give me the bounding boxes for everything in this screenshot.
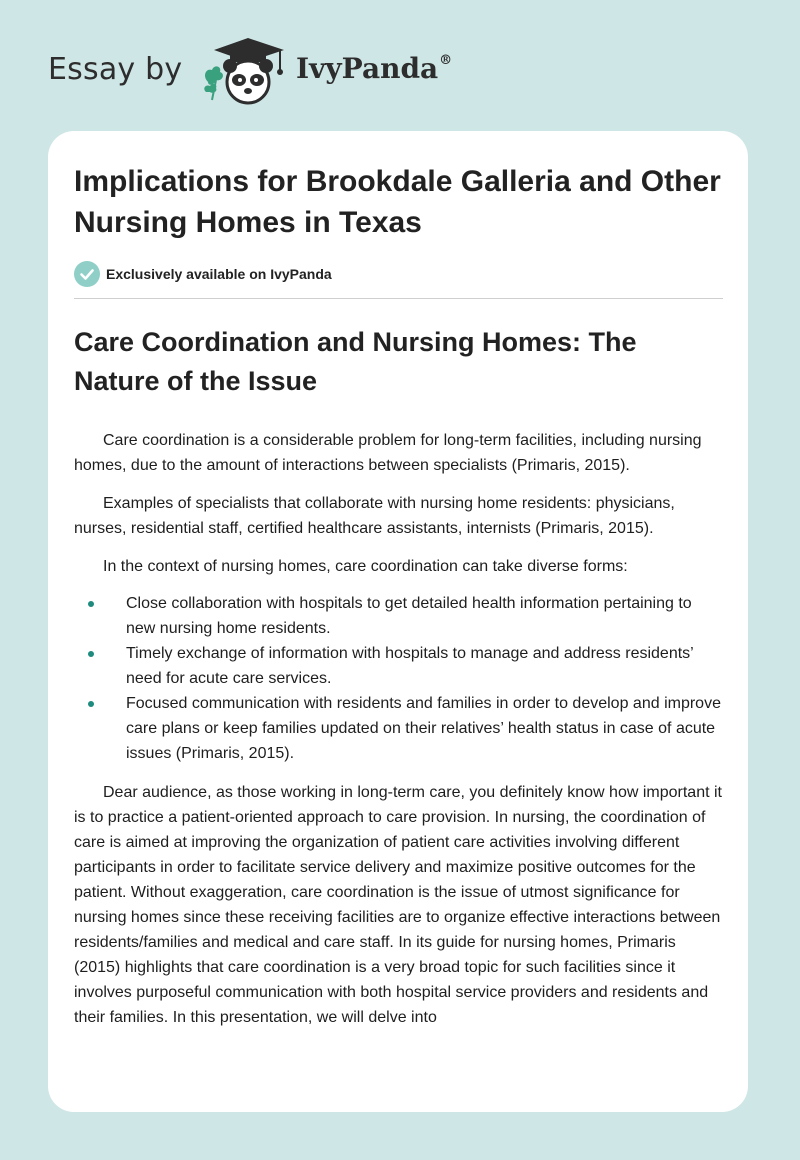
bullet-dot-icon bbox=[88, 651, 94, 657]
paragraph: Dear audience, as those working in long-term care, you definitely know how important it is to practice a patient-oriented approach to care provision. In nursing, the coordination of care is aimed at improving the organization of patient care activities involving different participants in order to facilitate service delivery and maximize positive outcomes for the patient. Without exaggeration, care coordination is the issue of utmost significance for nursing homes since these receiving facilities are to organize effective interactions between residents/families and medical and care staff. In its guide for nursing homes, Primaris (2015) highlights that care coordination is a very broad topic for such facilities since it involves purposeful communication with both hospital service providers and residents and their families. In this presentation, we will delve into bbox=[74, 784, 722, 1026]
paragraph: Care coordination is a considerable problem for long-term facilities, including nursing homes, due to the amount of interactions between specialists (Primaris, 2015). bbox=[74, 432, 702, 474]
list-item-text: Close collaboration with hospitals to get detailed health information pertaining to new nursing home residents. bbox=[126, 595, 692, 637]
panda-graduate-icon[interactable] bbox=[200, 36, 296, 106]
check-badge-icon bbox=[74, 261, 100, 287]
essay-by-label: Essay by bbox=[48, 52, 183, 87]
paragraph: Examples of specialists that collaborate with nursing home residents: physicians, nurses, residential staff, certified healthcare assistants, internists (Primaris, 2015). bbox=[74, 495, 675, 537]
section-heading: Care Coordination and Nursing Homes: The Nature of the Issue bbox=[74, 327, 637, 396]
article-content bbox=[74, 161, 724, 1030]
exclusive-badge bbox=[74, 259, 724, 289]
list-item-text: Timely exchange of information with hospitals to manage and address residents’ need for acute care services. bbox=[126, 645, 694, 687]
list-item-text: Focused communication with residents and families in order to develop and improve care plans or keep families updated on their relatives’ health status in case of acute issues (Primaris, 2015). bbox=[126, 695, 721, 762]
registered-mark: ® bbox=[439, 52, 453, 68]
article-card bbox=[48, 131, 748, 1112]
brand-name[interactable] bbox=[296, 52, 452, 85]
list-item bbox=[74, 591, 724, 641]
bullet-dot-icon bbox=[88, 601, 94, 607]
site-header bbox=[48, 36, 548, 106]
list-item bbox=[74, 641, 724, 691]
list-item bbox=[74, 691, 724, 766]
bullet-dot-icon bbox=[88, 701, 94, 707]
exclusive-label: Exclusively available on IvyPanda bbox=[106, 266, 332, 282]
divider bbox=[74, 298, 723, 299]
page-title: Implications for Brookdale Galleria and Other Nursing Homes in Texas bbox=[74, 165, 721, 239]
paragraph: In the context of nursing homes, care coordination can take diverse forms: bbox=[103, 558, 628, 575]
bullet-list bbox=[74, 591, 724, 766]
brand-text: IvyPanda bbox=[296, 52, 439, 85]
